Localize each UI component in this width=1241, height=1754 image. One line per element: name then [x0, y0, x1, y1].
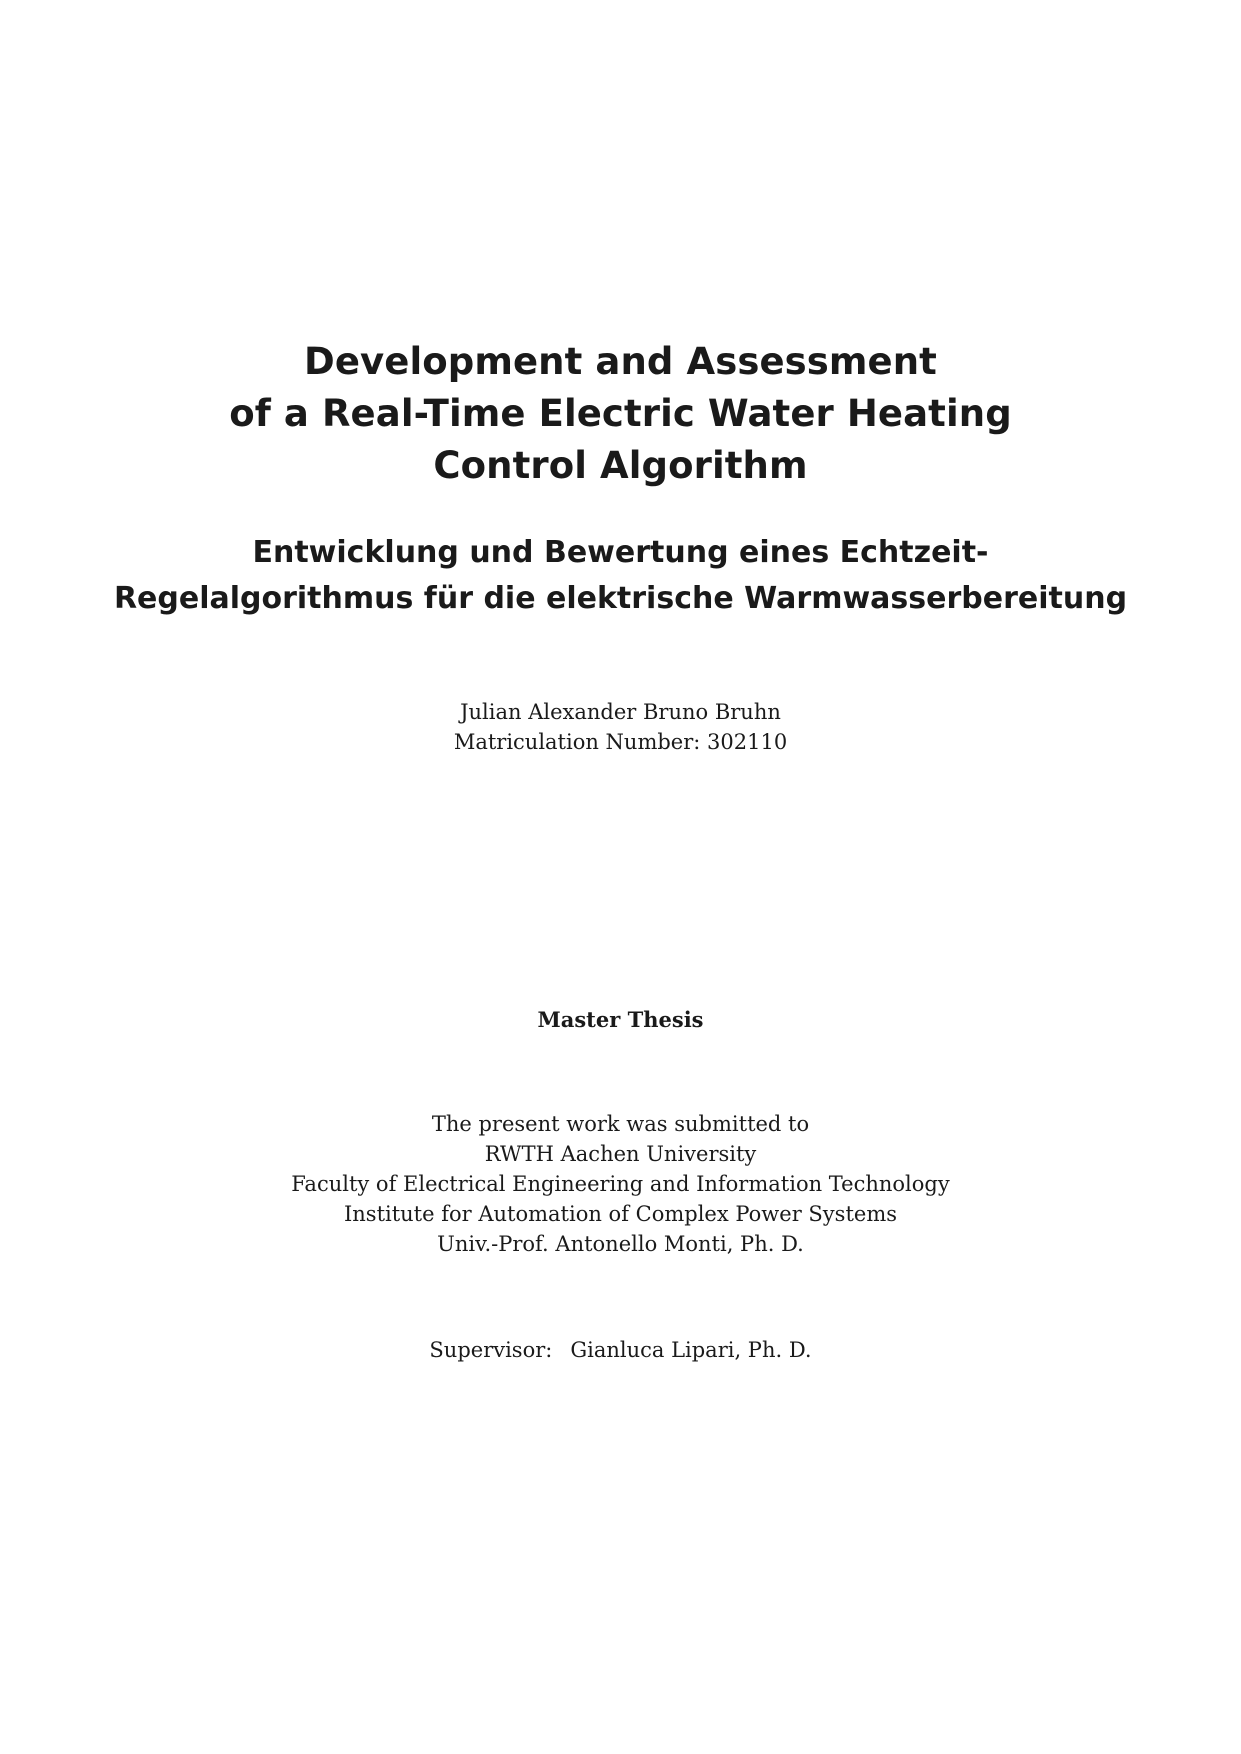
thesis-subtitle-line-2: Regelalgorithmus für die elektrische Warmwasserbereitung — [113, 581, 1128, 616]
thesis-type-label: Master Thesis — [537, 1007, 704, 1032]
university-name: RWTH Aachen University — [484, 1142, 757, 1166]
thesis-subtitle — [0, 530, 1241, 622]
institute-name: Institute for Automation of Complex Power Systems — [343, 1202, 898, 1226]
thesis-title-line-3: Control Algorithm — [433, 444, 808, 487]
thesis-title — [0, 336, 1241, 492]
submission-line-1: The present work was submitted to — [431, 1112, 810, 1136]
thesis-subtitle-line-1: Entwicklung und Bewertung eines Echtzeit- — [252, 535, 989, 570]
thesis-title-line-1: Development and Assessment — [304, 340, 937, 383]
thesis-type — [0, 1005, 1241, 1035]
faculty-name: Faculty of Electrical Engineering and Information Technology — [291, 1172, 950, 1196]
matriculation-number: Matriculation Number: 302110 — [453, 730, 788, 754]
supervisor-info — [0, 1335, 1241, 1365]
thesis-title-line-2: of a Real-Time Electric Water Heating — [229, 392, 1012, 435]
supervisor-label: Supervisor: — [429, 1338, 553, 1362]
supervisor-line — [0, 1335, 1241, 1365]
author-info — [0, 697, 1241, 757]
author-name: Julian Alexander Bruno Bruhn — [460, 700, 781, 724]
submission-info — [0, 1109, 1241, 1259]
supervisor-name: Gianluca Lipari, Ph. D. — [570, 1338, 812, 1362]
professor-name: Univ.-Prof. Antonello Monti, Ph. D. — [437, 1232, 804, 1256]
